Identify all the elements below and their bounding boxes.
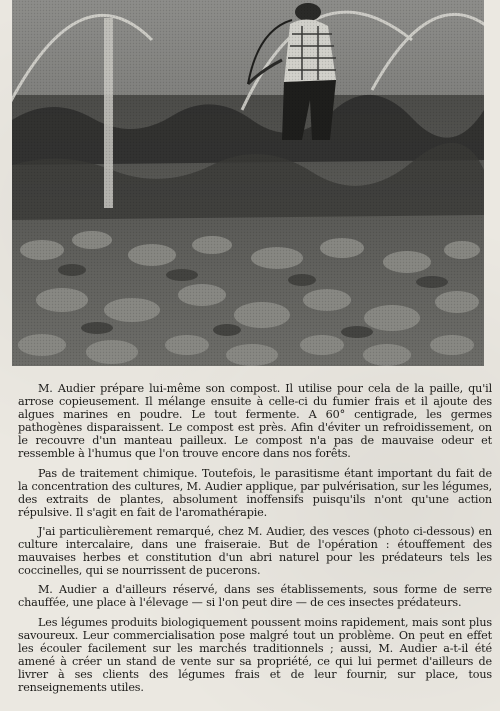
paragraph-vetch: J'ai particulièrement remarqué, chez M. Audier, des vesces (photo ci-dessous) en culture intercalaire, dans une fraiseraie. But de l'opération : étouffement des mauvaises herbes et constitution d'un abri naturel pour les prédateurs tels les coccinelles, qui se nourrissent de pucerons. [18, 524, 492, 578]
paragraph-compost: M. Audier prépare lui-même son compost. Il utilise pour cela de la paille, qu'il arrose copieusement. Il mélange ensuite à celle-ci du fumier frais et il ajoute des algues marines en poudre. Le tout fermente. A 60° centigrade, les germes pathogènes disparaissent. Le compost est près. Afin d'éviter un refroidissement, on le recouvre d'un manteau pailleux. Le compost n'a pas de mauvaise odeur et ressemble à l'humus que l'on trouve encore dans nos forêts. [18, 382, 492, 461]
paragraph-treatment: Pas de traitement chimique. Toutefois, le parasitisme étant important du fait de la concentration des cultures, M. Audier applique, par pulvérisation, sur les légumes, des extraits de plantes, absolument inoffensifs puisqu'ils n'ont qu'une action répulsive. Il s'agit en fait de l'aromathérapie. [18, 466, 492, 519]
paragraph-predators: M. Audier a d'ailleurs réservé, dans ses établissements, sous forme de serre chauffée, une place à l'élevage — si l'on peut dire — de ces insectes prédateurs. [18, 583, 492, 610]
greenhouse-photo-image [12, 0, 484, 366]
greenhouse-photo [12, 0, 484, 366]
article-body [18, 382, 492, 700]
paragraph-vegetables: Les légumes produits biologiquement poussent moins rapidement, mais sont plus savoureux. Leur commercialisation pose malgré tout un problème. On peut en effet les écouler facilement sur les marchés traditionnels ; aussi, M. Audier a-t-il été amené à créer un stand de vente sur sa propriété, ce qui lui permet d'ailleurs de livrer à ses clients des légumes frais et de leur fournir, sur place, tous renseignements utiles. [18, 615, 492, 694]
